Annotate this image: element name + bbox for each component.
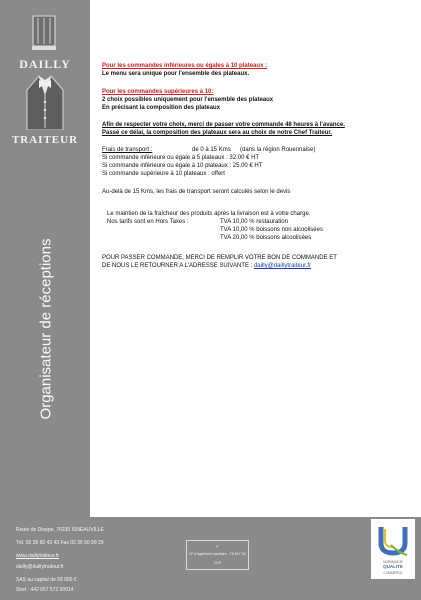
footer-email[interactable]: dailly@daillytraiteur.fr — [16, 564, 64, 570]
tuxedo-logo-icon — [25, 72, 65, 130]
order-instructions-line-1: POUR PASSER COMMANDE, MERCI DE REMPLIR VOTRE BON DE COMMANDE ET — [102, 255, 337, 261]
transport-row: Si commande inférieure ou égale à 5 plateaux : 32.00 € HT — [102, 155, 260, 161]
order-instructions-text: DE NOUS LE RETOURNER A L'ADRESSE SUIVANTE : — [102, 263, 253, 269]
order-notice-line-2: Passé ce délai, la composition des plateaux sera au choix de notre Chef Traiteur. — [102, 130, 333, 136]
order-email-link[interactable]: dailly@daillytraiteur.fr — [253, 263, 312, 269]
freshness-text: Le maintien de la fraîcheur des produits après la livraison est à votre charge. — [107, 211, 311, 217]
order-instructions-line-2 — [102, 262, 412, 270]
tarifs-label: Nos tarifs sont en Hors Taxes : — [107, 219, 189, 225]
tva-row: TVA 10,00 % boissons non alcoolisées — [220, 227, 323, 233]
quality-logo-icon — [377, 523, 409, 557]
footer-website-link[interactable]: www.daillytraiteur.fr — [16, 553, 60, 559]
beyond-distance-text: Au-delà de 15 Kms, les frais de transport seront calculés selon le devis — [102, 189, 291, 195]
transport-region: (dans la région Rouennaise) — [240, 147, 316, 153]
transport-label: Frais de transport : — [102, 147, 153, 153]
footer-capital: SAS au capital de 59 000 € — [16, 577, 77, 583]
small-orders-heading: Pour les commandes inférieures ou égales à 10 plateaux : — [102, 63, 268, 69]
transport-row: Si commande inférieure ou égale à 10 plateaux : 25.00 € HT — [102, 163, 263, 169]
large-orders-line-1: 2 choix possibles uniquement pour l'ensemble des plateaux — [102, 97, 274, 103]
large-orders-heading: Pour les commandes supérieures à 10: — [102, 89, 214, 95]
order-notice-line-1: Afin de respecter votre choix, merci de passer votre commande 48 heures à l'avance. — [102, 122, 345, 128]
quality-line-2: QUALITÉ — [383, 564, 403, 569]
brand-name-bottom: TRAITEUR — [11, 134, 79, 146]
transport-header — [102, 146, 412, 154]
transport-row: Si commande supérieure à 10 plateaux : offert — [102, 171, 225, 177]
transport-range: de 0 à 15 Kms — [192, 147, 231, 153]
stamp-region: CEE — [213, 561, 222, 565]
footer-address: Route de Dieppe, 76230 ISNEAUVILLE — [16, 527, 104, 533]
brand-name-top: DAILLY — [19, 57, 71, 71]
quality-line-1: NORMANDIE — [383, 560, 403, 564]
large-orders-line-2: En précisant la composition des plateaux — [102, 105, 221, 111]
quality-line-3: COMMERCE — [383, 571, 403, 575]
footer-phone: Tél. 02 35 60 43 43 Fax 02 35 60 99 29 — [16, 540, 104, 546]
sidebar-tagline — [6, 216, 86, 441]
conditions-content — [102, 62, 412, 270]
stamp-country: F — [216, 545, 219, 549]
tva-row-first — [102, 218, 412, 226]
small-orders-text: Le menu sera unique pour l'ensemble des plateaux. — [102, 71, 250, 77]
tva-row: TVA 10,00 % restauration — [220, 219, 288, 225]
chef-hat-logo-icon — [29, 12, 59, 52]
stamp-number: N° d'agrément sanitaire : 76 517 02 — [189, 552, 246, 556]
health-approval-stamp — [186, 540, 249, 570]
sidebar-tagline-text: Organisateur de réceptions — [37, 238, 55, 419]
tva-row: TVA 20,00 % boissons alcoolisées — [220, 235, 312, 241]
footer-siret: Siret : 442 057 572 00014 — [16, 587, 74, 593]
normandie-qualite-badge — [371, 519, 415, 579]
